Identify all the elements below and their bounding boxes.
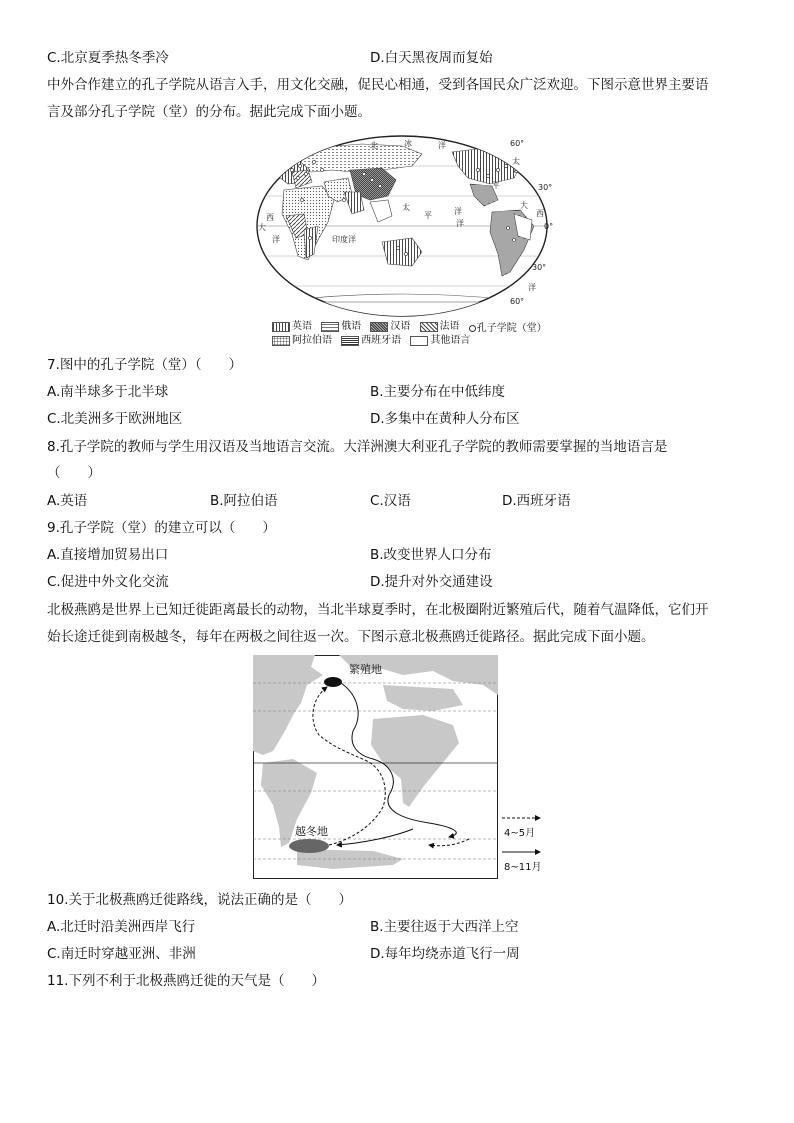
legend-arabic-label: 阿拉伯语 bbox=[292, 335, 332, 346]
q7-stem: 7.图中的孔子学院（堂）（ ） bbox=[47, 357, 243, 373]
map-label-13: 西 bbox=[266, 213, 274, 222]
q8-option-c: C.汉语 bbox=[370, 493, 411, 509]
lat-label-0: 0° bbox=[544, 222, 554, 231]
q7-option-c: C.北美洲多于欧洲地区 bbox=[47, 411, 183, 427]
q8-option-d: D.西班牙语 bbox=[502, 493, 571, 509]
legend-chinese bbox=[370, 320, 410, 333]
map-label-14: 印度洋 bbox=[332, 235, 356, 244]
chinese-swatch-icon bbox=[370, 322, 388, 332]
q6-option-c: C.北京夏季热冬季冷 bbox=[47, 50, 169, 66]
q8-option-a: A.英语 bbox=[47, 493, 88, 509]
map-label-4: 太 bbox=[512, 157, 520, 166]
legend-russian bbox=[321, 320, 361, 333]
other-swatch-icon bbox=[410, 336, 428, 346]
lat-label-30s: 30° bbox=[532, 263, 547, 272]
map-label-7: 太 bbox=[402, 203, 410, 212]
migration-legend bbox=[500, 810, 550, 876]
legend-confucius-label: 孔子学院（堂） bbox=[476, 322, 547, 334]
q7-option-d: D.多集中在黄种人分布区 bbox=[370, 411, 520, 427]
tern-migration-map bbox=[253, 655, 498, 879]
french-swatch-icon bbox=[420, 322, 438, 332]
q10-option-c: C.南迁时穿越亚洲、非洲 bbox=[47, 946, 196, 962]
legend-french bbox=[420, 320, 460, 333]
q9-stem: 9.孔子学院（堂）的建立可以（ ） bbox=[47, 520, 276, 536]
breeding-area bbox=[324, 677, 342, 687]
legend-french-label: 法语 bbox=[439, 321, 460, 332]
intro2-line1: 北极燕鸥是世界上已知迁徙距离最长的动物，当北半球夏季时，在北极圈附近繁殖后代，随着气温降低，它们开 bbox=[47, 602, 709, 618]
legend-chinese-label: 汉语 bbox=[390, 321, 411, 332]
intro1-line1: 中外合作建立的孔子学院从语言入手，用文化交融，促民心相通，受到各国民众广泛欢迎。下图示意世界主要语 bbox=[47, 77, 709, 93]
q7-option-a: A.南半球多于北半球 bbox=[47, 384, 169, 400]
map-label-16: 洋 bbox=[272, 235, 280, 244]
legend-other-label: 其他语言 bbox=[430, 335, 471, 346]
q9-option-d: D.提升对外交通建设 bbox=[370, 574, 493, 590]
legend-english-label: 英语 bbox=[292, 321, 312, 332]
english-swatch-icon bbox=[272, 322, 290, 332]
map-label-6: 洋 bbox=[454, 207, 462, 216]
legend-other bbox=[410, 334, 470, 347]
arabic-swatch-icon bbox=[272, 336, 290, 346]
q8-stem-blank: （ ） bbox=[47, 465, 101, 481]
legend-english bbox=[272, 320, 312, 333]
q7-option-b: B.主要分布在中低纬度 bbox=[370, 384, 506, 400]
q10-stem: 10.关于北极燕鸥迁徙路线，说法正确的是（ ） bbox=[47, 892, 352, 908]
legend-arabic bbox=[272, 334, 332, 347]
legend-confucius bbox=[469, 322, 547, 335]
map-label-9: 洋 bbox=[456, 219, 464, 228]
world-language-map bbox=[252, 130, 552, 322]
q9-option-a: A.直接增加贸易出口 bbox=[47, 547, 169, 563]
map1-legend-row2 bbox=[272, 334, 476, 350]
q9-option-c: C.促进中外文化交流 bbox=[47, 574, 169, 590]
lat-label-60n: 60° bbox=[510, 139, 525, 148]
q8-stem: 8.孔子学院的教师与学生用汉语及当地语言交流。大洋洲澳大利亚孔子学院的教师需要掌握的当地语言是 bbox=[47, 439, 668, 455]
intro2-line2: 始长途迁徙到南极越冬，每年在两极之间往返一次。下图示意北极燕鸥迁徙路径。据此完成下面小题。 bbox=[47, 629, 655, 645]
wintering-area bbox=[289, 839, 329, 853]
map-label-2: 冰 bbox=[404, 139, 412, 148]
map-label-15: 大 bbox=[258, 223, 266, 232]
q10-option-b: B.主要往返于大西洋上空 bbox=[370, 919, 519, 935]
map-label-8: 平 bbox=[424, 211, 432, 220]
breeding-label: 繁殖地 bbox=[349, 663, 382, 676]
legend-spanish-label: 西班牙语 bbox=[361, 335, 402, 346]
map-label-10: 大 bbox=[520, 201, 528, 210]
map-label-1: 北 bbox=[370, 141, 378, 150]
wintering-label: 越冬地 bbox=[295, 825, 328, 838]
legend-russian-label: 俄语 bbox=[341, 321, 362, 332]
legend-dashed-label: 4~5月 bbox=[504, 828, 536, 839]
q10-option-d: D.每年均绕赤道飞行一周 bbox=[370, 946, 520, 962]
legend-solid-label: 8~11月 bbox=[504, 862, 542, 873]
spanish-swatch-icon bbox=[341, 336, 359, 346]
intro1-line2: 言及部分孔子学院（堂）的分布。据此完成下面小题。 bbox=[47, 104, 371, 120]
q10-option-a: A.北迁时沿美洲西岸飞行 bbox=[47, 919, 196, 935]
legend-spanish bbox=[341, 334, 401, 347]
map-label-5: 平 bbox=[492, 181, 500, 190]
lat-label-60s: 60° bbox=[510, 297, 525, 306]
map-label-12: 洋 bbox=[528, 283, 536, 292]
russian-swatch-icon bbox=[321, 322, 339, 332]
q11-stem: 11.下列不利于北极燕鸥迁徙的天气是（ ） bbox=[47, 973, 325, 989]
map-label-3: 洋 bbox=[438, 141, 446, 150]
q6-option-d: D.白天黑夜周而复始 bbox=[370, 50, 493, 66]
map-label-11: 西 bbox=[536, 209, 544, 218]
confucius-dot-icon bbox=[469, 325, 476, 332]
lat-label-30n: 30° bbox=[538, 183, 553, 192]
q8-option-b: B.阿拉伯语 bbox=[210, 493, 278, 509]
q9-option-b: B.改变世界人口分布 bbox=[370, 547, 492, 563]
